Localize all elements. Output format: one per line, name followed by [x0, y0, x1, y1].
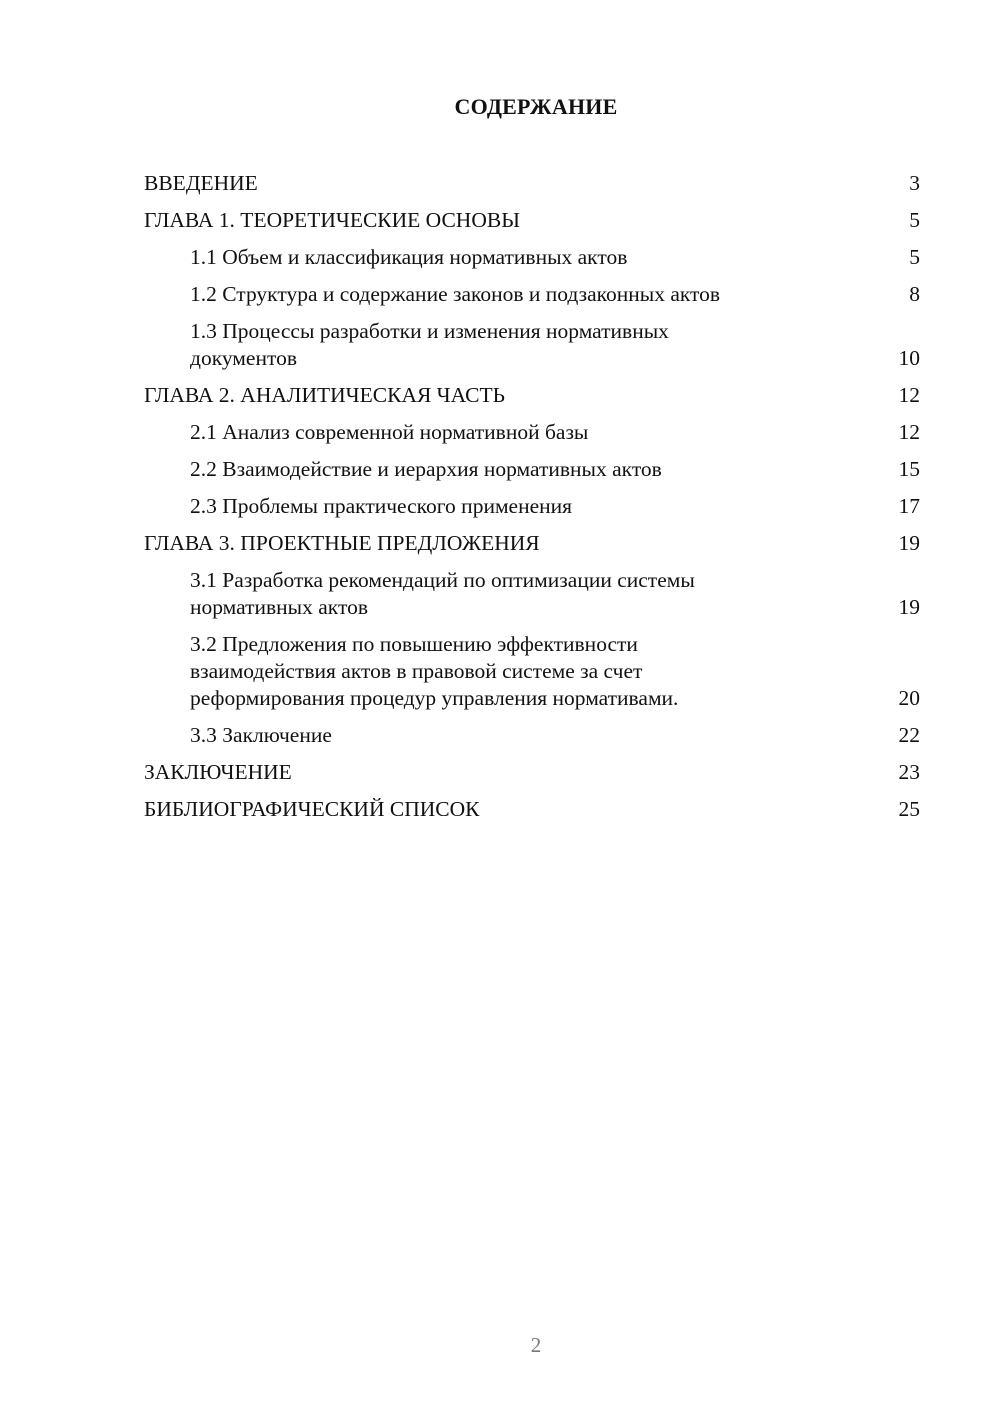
toc-entry-label: 1.3 Процессы разработки и изменения нормативных документов: [190, 319, 669, 370]
toc-entry-label: БИБЛИОГРАФИЧЕСКИЙ СПИСОК: [144, 797, 480, 821]
toc-entry-label: 3.1 Разработка рекомендаций по оптимизации системы нормативных актов: [190, 568, 695, 619]
toc-entry-page: 19: [898, 531, 920, 555]
toc-entry-page: 15: [898, 457, 920, 481]
toc-entry-page: 17: [898, 494, 920, 518]
toc-entry-section-2-3[interactable]: [144, 493, 920, 520]
toc-entry-page: 3: [909, 171, 920, 195]
toc-entry-section-2-2[interactable]: [144, 456, 920, 483]
toc-entry-section-3-1[interactable]: [144, 567, 920, 621]
toc-entry-page: 5: [909, 208, 920, 232]
toc-entry-section-1-2[interactable]: [144, 281, 920, 308]
toc-entry-chapter-2[interactable]: [144, 382, 920, 409]
toc-entry-label: ГЛАВА 2. АНАЛИТИЧЕСКАЯ ЧАСТЬ: [144, 383, 505, 407]
toc-entry-page: 5: [909, 245, 920, 269]
toc-entry-label: ГЛАВА 3. ПРОЕКТНЫЕ ПРЕДЛОЖЕНИЯ: [144, 531, 540, 555]
toc-entry-label: 1.2 Структура и содержание законов и подзаконных актов: [190, 282, 721, 306]
toc-entry-page: 12: [898, 383, 920, 407]
toc-entry-section-3-2[interactable]: [144, 631, 920, 712]
toc-entry-label: 3.3 Заключение: [190, 723, 332, 747]
toc-entry-label: 3.2 Предложения по повышению эффективности взаимодействия актов в правовой системе за счет реформирования процедур управления нормативами.: [190, 632, 679, 710]
toc-entry-section-2-1[interactable]: [144, 419, 920, 446]
toc-entry-page: 25: [898, 797, 920, 821]
toc-entry-section-3-3[interactable]: [144, 722, 920, 749]
toc-entry-chapter-3[interactable]: [144, 530, 920, 557]
toc-entry-introduction[interactable]: [144, 170, 920, 197]
page-title: СОДЕРЖАНИЕ: [454, 94, 618, 119]
toc-entry-page: 10: [898, 346, 920, 370]
toc-entry-section-1-3[interactable]: [144, 318, 920, 372]
page-number: 2: [530, 1333, 542, 1357]
toc-entry-chapter-1[interactable]: [144, 207, 920, 234]
toc-entry-label: 2.1 Анализ современной нормативной базы: [190, 420, 589, 444]
toc-entry-page: 19: [898, 595, 920, 619]
toc-entry-label: ГЛАВА 1. ТЕОРЕТИЧЕСКИЕ ОСНОВЫ: [144, 208, 520, 232]
toc-entry-label: 1.1 Объем и классификация нормативных актов: [190, 245, 628, 269]
toc-entry-label: ЗАКЛЮЧЕНИЕ: [144, 760, 292, 784]
toc-entry-label: 2.2 Взаимодействие и иерархия нормативных актов: [190, 457, 662, 481]
toc-entry-section-1-1[interactable]: [144, 244, 920, 271]
toc-entry-page: 23: [898, 760, 920, 784]
table-of-contents: [144, 170, 920, 833]
toc-entry-page: 12: [898, 420, 920, 444]
toc-entry-bibliography[interactable]: [144, 796, 920, 823]
toc-entry-page: 20: [898, 686, 920, 710]
toc-entry-conclusion[interactable]: [144, 759, 920, 786]
toc-entry-page: 22: [898, 723, 920, 747]
toc-entry-label: ВВЕДЕНИЕ: [144, 171, 258, 195]
toc-entry-page: 8: [909, 282, 920, 306]
toc-entry-label: 2.3 Проблемы практического применения: [190, 494, 573, 518]
